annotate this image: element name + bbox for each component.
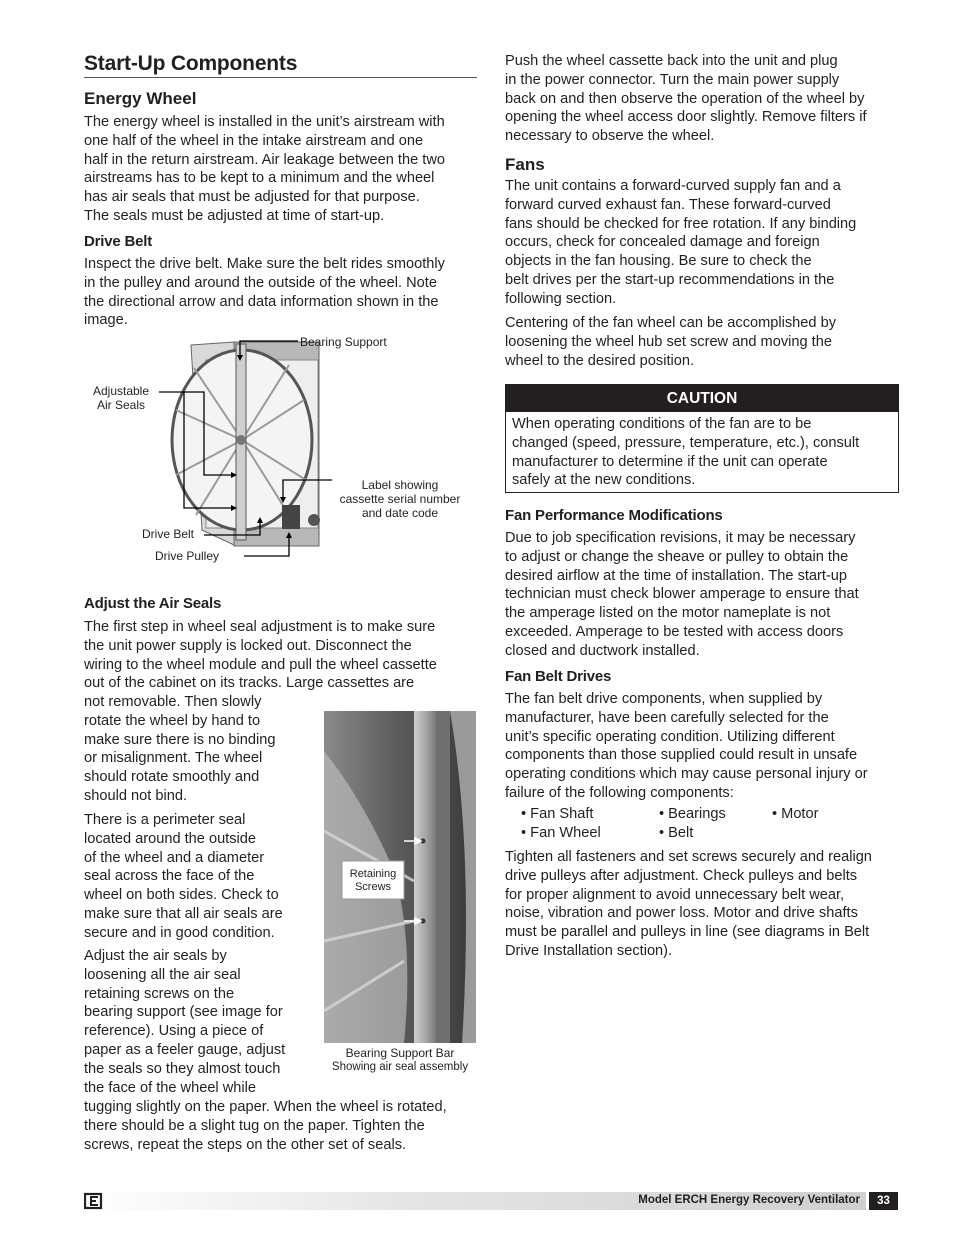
text-line: necessary to observe the wheel. (505, 128, 715, 145)
text-line: belt drives per the start-up recommendations in the (505, 271, 835, 288)
text-line: retaining screws on the (84, 985, 235, 1002)
components-row-2 (521, 824, 901, 843)
text-line: technician must check blower amperage to ensure that (505, 586, 859, 603)
fan-performance-text (505, 529, 905, 661)
text-line: opening the wheel access door slightly. Remove filters if (505, 109, 867, 126)
adjustable-label-line1: Adjustable (92, 384, 150, 398)
components-row-1 (521, 805, 901, 824)
text-line: wheel to the desired position. (505, 352, 695, 369)
cassette-label-line1: Label showing (361, 478, 439, 492)
text-line: half in the return airstream. Air leakage between the two (84, 151, 445, 168)
text-line: paper as a feeler gauge, adjust (84, 1041, 286, 1058)
text-line: wiring to the wheel module and pull the wheel cassette (84, 656, 437, 673)
fan-belt-drives-text-2 (505, 848, 905, 961)
text-line: closed and ductwork installed. (505, 642, 700, 659)
text-line: Centering of the fan wheel can be accomplished by (505, 315, 836, 331)
text-line: or misalignment. The wheel (84, 750, 263, 767)
fan-belt-drives-heading: Fan Belt Drives (505, 668, 612, 685)
footer-model-text: Model ERCH Energy Recovery Ventilator (638, 1194, 860, 1206)
text-line: the directional arrow and data information shown in the (84, 293, 439, 310)
text-line: reference). Using a piece of (84, 1023, 264, 1040)
text-line: in the pulley and around the outside of the wheel. Note (84, 274, 437, 291)
text-line: of the wheel and a diameter (84, 849, 265, 866)
text-line: make sure there is no binding (84, 731, 276, 748)
text-line: in the power connector. Turn the main power supply (505, 71, 840, 88)
list-item-belt: • Belt (659, 825, 694, 841)
text-line: changed (speed, pressure, temperature, etc.), consult (512, 434, 860, 451)
text-line: Inspect the drive belt. Make sure the belt rides smoothly (84, 256, 445, 272)
adjust-text-5 (84, 1098, 484, 1154)
text-line: out of the cabinet on its tracks. Large cassettes are (84, 675, 415, 692)
drive-belt-heading: Drive Belt (84, 233, 153, 250)
drive-belt-label: Drive Belt (142, 527, 195, 541)
text-line: There is a perimeter seal (84, 812, 246, 828)
text-line: noise, vibration and power loss. Motor and drive shafts (505, 905, 858, 922)
text-line: loosening the wheel hub set screw and moving the (505, 333, 832, 350)
text-line: has air seals that must be adjusted for that purpose. (84, 189, 420, 206)
text-line: airstreams has to be kept to a minimum and the wheel (84, 170, 435, 187)
text-line: The seals must be adjusted at time of start-up. (84, 207, 385, 224)
text-line: desired airflow at the time of installation. The start-up (505, 567, 848, 584)
fans-text-2 (505, 314, 905, 370)
fan-belt-drives-text-1 (505, 690, 905, 803)
retaining-label-line2: Screws (354, 881, 392, 893)
reinstall-text (505, 52, 905, 146)
text-line: failure of the following components: (505, 784, 734, 801)
text-line: should not bind. (84, 787, 188, 804)
title-rule (84, 77, 477, 78)
text-line: should rotate smoothly and (84, 769, 260, 786)
text-line: Due to job specification revisions, it may be necessary (505, 530, 856, 546)
text-line: The energy wheel is installed in the unit’s airstream with (84, 114, 445, 130)
text-line: the seals so they almost touch (84, 1060, 281, 1077)
text-line: The first step in wheel seal adjustment is to make sure (84, 619, 436, 635)
energy-wheel-heading: Energy Wheel (84, 89, 197, 108)
retaining-label-line1: Retaining (349, 868, 397, 880)
text-line: screws, repeat the steps on the other set of seals. (84, 1136, 407, 1153)
text-line: occurs, check for concealed damage and foreign (505, 234, 820, 251)
fans-heading: Fans (505, 155, 545, 174)
caption-line1: Bearing Support Bar (345, 1046, 455, 1060)
caption-line2: Showing air seal assembly (331, 1061, 469, 1073)
text-line: Drive Installation section). (505, 942, 673, 959)
text-line: fans should be checked for free rotation. If any binding (505, 215, 857, 232)
text-line: the face of the wheel while (84, 1079, 256, 1096)
caution-text (506, 412, 898, 490)
text-line: drive pulleys after adjustment. Check pulleys and belts (505, 867, 858, 884)
text-line: back on and then observe the operation of the wheel by (505, 90, 865, 107)
caution-box (505, 384, 899, 493)
text-line: When operating conditions of the fan are to be (512, 416, 812, 432)
adjust-text-4 (84, 947, 320, 1097)
text-line: manufacturer to determine if the unit can operate (512, 453, 828, 470)
text-line: following section. (505, 290, 617, 307)
text-line: Tighten all fasteners and set screws securely and realign (505, 849, 872, 865)
bearing-support-caption (320, 1046, 480, 1074)
text-line: safely at the new conditions. (512, 472, 696, 489)
text-line: there should be a slight tug on the paper. Tighten the (84, 1117, 425, 1134)
cassette-label-line3: and date code (361, 506, 439, 520)
text-line: unit’s specific operating condition. Utilizing different (505, 728, 835, 745)
text-line: located around the outside (84, 830, 257, 847)
text-line: make sure that all air seals are (84, 905, 283, 922)
text-line: seal across the face of the (84, 868, 255, 885)
text-line: rotate the wheel by hand to (84, 712, 261, 729)
adjust-text-3 (84, 811, 320, 943)
list-item-motor: • Motor (772, 806, 819, 822)
text-line: must be parallel and pulleys in line (see diagrams in Belt (505, 924, 870, 941)
text-line: image. (84, 312, 128, 329)
adjust-air-seals-heading: Adjust the Air Seals (84, 595, 222, 612)
cassette-label-label (330, 478, 470, 520)
text-line: objects in the fan housing. Be sure to check the (505, 253, 812, 270)
text-line: manufacturer, have been carefully selected for the (505, 709, 829, 726)
text-line: to adjust or change the sheave or pulley to obtain the (505, 548, 849, 565)
text-line: The unit contains a forward-curved supply fan and a (505, 178, 841, 194)
adjust-text-1 (84, 618, 484, 693)
text-line: the amperage listed on the motor nameplate is not (505, 605, 831, 622)
adjustable-label-line2: Air Seals (96, 398, 146, 412)
fan-performance-heading: Fan Performance Modifications (505, 507, 723, 524)
text-line: one half of the wheel in the intake airstream and one (84, 132, 424, 149)
text-line: Adjust the air seals by (84, 948, 227, 964)
cassette-label-line2: cassette serial number (339, 492, 461, 506)
company-logo (84, 1192, 104, 1210)
text-line: bearing support (see image for (84, 1004, 283, 1021)
text-line: tugging slightly on the paper. When the wheel is rotated, (84, 1099, 447, 1115)
fans-text-1 (505, 177, 905, 309)
list-item-fan-shaft: • Fan Shaft (521, 806, 594, 822)
page-number: 33 (869, 1192, 898, 1210)
text-line: exceeded. Amperage to be tested with access doors (505, 623, 844, 640)
adjust-text-2 (84, 693, 320, 806)
text-line: loosening all the air seal (84, 966, 241, 983)
drive-pulley-label: Drive Pulley (155, 549, 220, 563)
text-line: Push the wheel cassette back into the unit and plug (505, 53, 838, 69)
text-line: for proper alignment to avoid unnecessary belt wear, (505, 886, 845, 903)
caution-title: CAUTION (506, 385, 898, 412)
text-line: not removable. Then slowly (84, 694, 262, 710)
text-line: the unit power supply is locked out. Disconnect the (84, 637, 412, 654)
retaining-screws-label (342, 868, 404, 894)
adjustable-air-seals-label (86, 384, 156, 412)
text-line: operating conditions which may cause personal injury or (505, 766, 868, 783)
drive-belt-text (84, 255, 484, 330)
page-title: Start-Up Components (84, 52, 298, 75)
components-list (521, 805, 901, 843)
list-item-fan-wheel: • Fan Wheel (521, 825, 601, 841)
list-item-bearings: • Bearings (659, 806, 726, 822)
bearing-support-label: Bearing Support (300, 335, 387, 349)
text-line: components than those supplied could result in unsafe (505, 747, 858, 764)
text-line: secure and in good condition. (84, 924, 275, 941)
text-line: The fan belt drive components, when supplied by (505, 691, 823, 707)
text-line: wheel on both sides. Check to (84, 887, 279, 904)
text-line: forward curved exhaust fan. These forward-curved (505, 196, 831, 213)
energy-wheel-text (84, 113, 484, 226)
